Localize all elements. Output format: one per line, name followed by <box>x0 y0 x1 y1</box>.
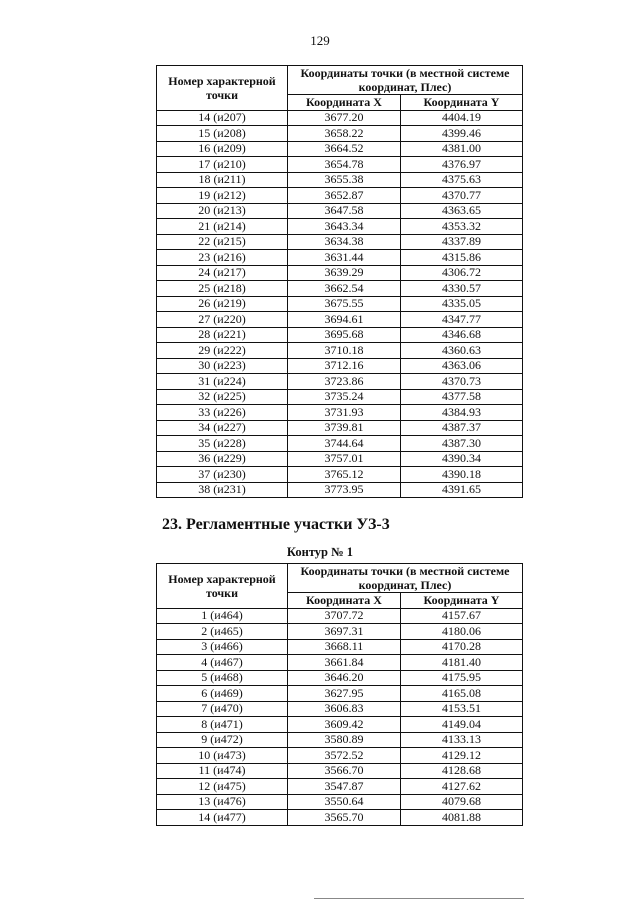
point-number-cell: 35 (и228) <box>157 436 288 452</box>
coord-x-cell: 3707.72 <box>288 608 401 624</box>
page-number: 129 <box>310 33 330 48</box>
point-number-cell: 22 (и215) <box>157 234 288 250</box>
table-row <box>157 670 523 686</box>
point-number-cell: 14 (и477) <box>157 810 288 826</box>
coord-y-cell: 4128.68 <box>401 763 523 779</box>
point-number-cell: 21 (и214) <box>157 219 288 235</box>
coord-x-cell: 3643.34 <box>288 219 401 235</box>
coord-x-cell: 3765.12 <box>288 467 401 483</box>
coord-y-cell: 4127.62 <box>401 779 523 795</box>
table-row <box>157 312 523 328</box>
coord-x-cell: 3652.87 <box>288 188 401 204</box>
coord-x-cell: 3773.95 <box>288 482 401 498</box>
coord-x-cell: 3634.38 <box>288 234 401 250</box>
coord-y-cell: 4157.67 <box>401 608 523 624</box>
coord-y-cell: 4377.58 <box>401 389 523 405</box>
contour-title: Контур № 1 <box>286 545 354 559</box>
table-row <box>157 250 523 266</box>
table-row <box>157 467 523 483</box>
coord-y-cell: 4346.68 <box>401 327 523 343</box>
table-row <box>157 234 523 250</box>
table-row <box>157 779 523 795</box>
coord-y-cell: 4079.68 <box>401 794 523 810</box>
table-row <box>157 374 523 390</box>
coord-y-cell: 4387.37 <box>401 420 523 436</box>
point-number-cell: 24 (и217) <box>157 265 288 281</box>
coord-y-cell: 4165.08 <box>401 686 523 702</box>
table-body <box>157 608 523 825</box>
coordinates-table-2 <box>156 563 523 826</box>
point-number-cell: 12 (и475) <box>157 779 288 795</box>
page-edge-line <box>314 898 524 899</box>
coord-x-cell: 3668.11 <box>288 639 401 655</box>
coord-y-cell: 4363.65 <box>401 203 523 219</box>
table-row <box>157 763 523 779</box>
point-number-cell: 32 (и225) <box>157 389 288 405</box>
coord-y-cell: 4384.93 <box>401 405 523 421</box>
table-row <box>157 686 523 702</box>
coord-y-cell: 4353.32 <box>401 219 523 235</box>
coord-x-cell: 3662.54 <box>288 281 401 297</box>
coord-x-cell: 3547.87 <box>288 779 401 795</box>
coord-y-cell: 4175.95 <box>401 670 523 686</box>
table-row <box>157 141 523 157</box>
coord-x-cell: 3697.31 <box>288 624 401 640</box>
point-number-cell: 27 (и220) <box>157 312 288 328</box>
table-row <box>157 482 523 498</box>
table-row <box>157 655 523 671</box>
coord-x-cell: 3677.20 <box>288 110 401 126</box>
coord-y-cell: 4375.63 <box>401 172 523 188</box>
table-row <box>157 265 523 281</box>
coord-x-cell: 3646.20 <box>288 670 401 686</box>
table-row <box>157 624 523 640</box>
table-row <box>157 157 523 173</box>
table-row <box>157 732 523 748</box>
point-number-cell: 36 (и229) <box>157 451 288 467</box>
point-number-cell: 20 (и213) <box>157 203 288 219</box>
coord-x-cell: 3675.55 <box>288 296 401 312</box>
table-row <box>157 188 523 204</box>
coord-y-cell: 4306.72 <box>401 265 523 281</box>
point-number-cell: 14 (и207) <box>157 110 288 126</box>
coord-y-cell: 4390.34 <box>401 451 523 467</box>
table-body <box>157 110 523 498</box>
point-number-cell: 18 (и211) <box>157 172 288 188</box>
table-row <box>157 327 523 343</box>
table-row <box>157 343 523 359</box>
coord-y-cell: 4133.13 <box>401 732 523 748</box>
coord-y-cell: 4391.65 <box>401 482 523 498</box>
coord-y-cell: 4181.40 <box>401 655 523 671</box>
coord-x-cell: 3639.29 <box>288 265 401 281</box>
coord-x-cell: 3580.89 <box>288 732 401 748</box>
table-row <box>157 810 523 826</box>
point-number-cell: 4 (и467) <box>157 655 288 671</box>
point-number-cell: 38 (и231) <box>157 482 288 498</box>
table-row <box>157 701 523 717</box>
coord-x-cell: 3757.01 <box>288 451 401 467</box>
coord-x-cell: 3566.70 <box>288 763 401 779</box>
coord-y-cell: 4404.19 <box>401 110 523 126</box>
coord-y-cell: 4381.00 <box>401 141 523 157</box>
coord-y-cell: 4335.05 <box>401 296 523 312</box>
coord-y-cell: 4347.77 <box>401 312 523 328</box>
header-coord-x: Координата X <box>288 95 401 111</box>
coord-y-cell: 4399.46 <box>401 126 523 142</box>
coord-x-cell: 3712.16 <box>288 358 401 374</box>
coord-x-cell: 3572.52 <box>288 748 401 764</box>
point-number-cell: 15 (и208) <box>157 126 288 142</box>
point-number-cell: 28 (и221) <box>157 327 288 343</box>
point-number-cell: 17 (и210) <box>157 157 288 173</box>
coord-x-cell: 3695.68 <box>288 327 401 343</box>
coord-x-cell: 3627.95 <box>288 686 401 702</box>
coord-y-cell: 4170.28 <box>401 639 523 655</box>
table-row <box>157 296 523 312</box>
coord-x-cell: 3735.24 <box>288 389 401 405</box>
coord-y-cell: 4360.63 <box>401 343 523 359</box>
table-row <box>157 203 523 219</box>
coord-y-cell: 4390.18 <box>401 467 523 483</box>
header-coord-y: Координата Y <box>401 95 523 111</box>
coord-y-cell: 4330.57 <box>401 281 523 297</box>
coord-y-cell: 4337.89 <box>401 234 523 250</box>
point-number-cell: 3 (и466) <box>157 639 288 655</box>
coord-x-cell: 3631.44 <box>288 250 401 266</box>
header-coord-x: Координата X <box>288 593 401 609</box>
table-row <box>157 717 523 733</box>
point-number-cell: 23 (и216) <box>157 250 288 266</box>
table-row <box>157 172 523 188</box>
point-number-cell: 7 (и470) <box>157 701 288 717</box>
header-coordinates-group: Координаты точки (в местной системе координат, Плес) <box>288 66 523 95</box>
point-number-cell: 8 (и471) <box>157 717 288 733</box>
point-number-cell: 9 (и472) <box>157 732 288 748</box>
point-number-cell: 19 (и212) <box>157 188 288 204</box>
table-row <box>157 748 523 764</box>
point-number-cell: 16 (и209) <box>157 141 288 157</box>
table-row <box>157 608 523 624</box>
coord-x-cell: 3658.22 <box>288 126 401 142</box>
point-number-cell: 10 (и473) <box>157 748 288 764</box>
coord-y-cell: 4153.51 <box>401 701 523 717</box>
coord-x-cell: 3654.78 <box>288 157 401 173</box>
header-point-number: Номер характерной точки <box>157 66 288 111</box>
coord-x-cell: 3655.38 <box>288 172 401 188</box>
point-number-cell: 6 (и469) <box>157 686 288 702</box>
coord-x-cell: 3647.58 <box>288 203 401 219</box>
point-number-cell: 30 (и223) <box>157 358 288 374</box>
table-row <box>157 436 523 452</box>
coord-x-cell: 3739.81 <box>288 420 401 436</box>
coord-x-cell: 3694.61 <box>288 312 401 328</box>
point-number-cell: 26 (и219) <box>157 296 288 312</box>
coord-x-cell: 3710.18 <box>288 343 401 359</box>
coord-y-cell: 4129.12 <box>401 748 523 764</box>
coord-x-cell: 3661.84 <box>288 655 401 671</box>
point-number-cell: 25 (и218) <box>157 281 288 297</box>
point-number-cell: 11 (и474) <box>157 763 288 779</box>
table-row <box>157 639 523 655</box>
coord-y-cell: 4081.88 <box>401 810 523 826</box>
section-heading: 23. Регламентные участки УЗ-3 <box>162 516 390 533</box>
coord-y-cell: 4149.04 <box>401 717 523 733</box>
coord-y-cell: 4315.86 <box>401 250 523 266</box>
point-number-cell: 13 (и476) <box>157 794 288 810</box>
coord-x-cell: 3565.70 <box>288 810 401 826</box>
coord-x-cell: 3606.83 <box>288 701 401 717</box>
coord-y-cell: 4370.77 <box>401 188 523 204</box>
coord-x-cell: 3723.86 <box>288 374 401 390</box>
table-row <box>157 405 523 421</box>
coord-x-cell: 3550.64 <box>288 794 401 810</box>
table-row <box>157 420 523 436</box>
coord-y-cell: 4363.06 <box>401 358 523 374</box>
coord-x-cell: 3731.93 <box>288 405 401 421</box>
table-row <box>157 358 523 374</box>
coord-y-cell: 4180.06 <box>401 624 523 640</box>
header-point-number: Номер характерной точки <box>157 564 288 609</box>
coordinates-table-1 <box>156 65 523 498</box>
coord-y-cell: 4387.30 <box>401 436 523 452</box>
table-row <box>157 219 523 235</box>
table-row <box>157 126 523 142</box>
table-row <box>157 281 523 297</box>
point-number-cell: 2 (и465) <box>157 624 288 640</box>
header-coord-y: Координата Y <box>401 593 523 609</box>
point-number-cell: 31 (и224) <box>157 374 288 390</box>
table-row <box>157 389 523 405</box>
coord-y-cell: 4370.73 <box>401 374 523 390</box>
point-number-cell: 1 (и464) <box>157 608 288 624</box>
header-coordinates-group: Координаты точки (в местной системе координат, Плес) <box>288 564 523 593</box>
table-row <box>157 110 523 126</box>
point-number-cell: 37 (и230) <box>157 467 288 483</box>
point-number-cell: 34 (и227) <box>157 420 288 436</box>
table-row <box>157 451 523 467</box>
point-number-cell: 33 (и226) <box>157 405 288 421</box>
coord-x-cell: 3609.42 <box>288 717 401 733</box>
coord-x-cell: 3664.52 <box>288 141 401 157</box>
coord-y-cell: 4376.97 <box>401 157 523 173</box>
point-number-cell: 29 (и222) <box>157 343 288 359</box>
table-row <box>157 794 523 810</box>
point-number-cell: 5 (и468) <box>157 670 288 686</box>
coord-x-cell: 3744.64 <box>288 436 401 452</box>
